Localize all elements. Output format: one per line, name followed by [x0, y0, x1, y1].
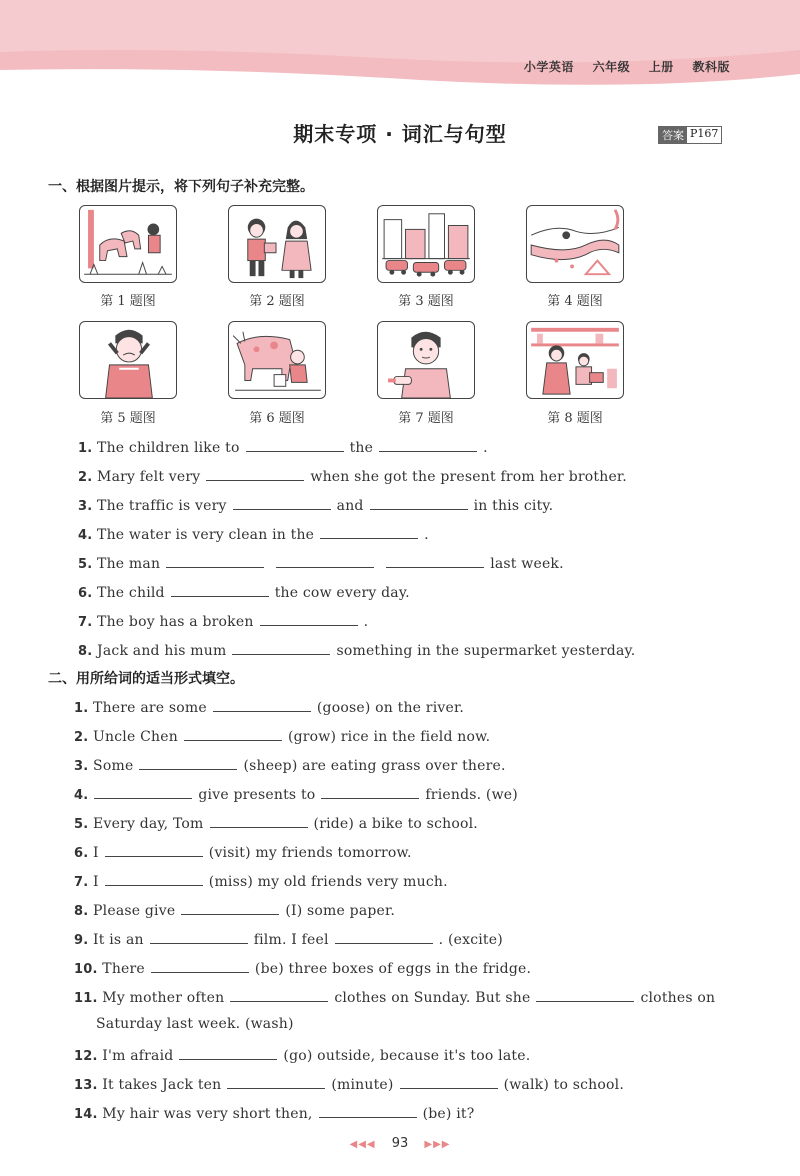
answer-blank[interactable] — [386, 553, 484, 568]
picture-8 — [526, 321, 624, 399]
picture-2 — [228, 205, 326, 283]
answer-blank[interactable] — [206, 466, 304, 481]
header-volume: 上册 — [648, 60, 674, 74]
answer-blank[interactable] — [166, 553, 264, 568]
s1-item-6: 6. The child the cow every day. — [78, 582, 410, 601]
answer-blank[interactable] — [335, 929, 433, 944]
picture-4 — [526, 205, 624, 283]
picture-label-8: 第 8 题图 — [547, 411, 603, 426]
river-landscape-icon — [527, 206, 623, 282]
answer-blank[interactable] — [94, 784, 192, 799]
man-with-headache-icon — [80, 322, 176, 398]
answer-blank[interactable] — [400, 1074, 498, 1089]
answer-blank[interactable] — [179, 1045, 277, 1060]
s2-item-8: 8. Please give (I) some paper. — [74, 900, 395, 919]
left-arrows-icon: ◀◀◀ — [349, 1139, 376, 1150]
answer-blank[interactable] — [171, 582, 269, 597]
mother-and-son-shopping-icon — [527, 322, 623, 398]
s2-item-5: 5. Every day, Tom (ride) a bike to school. — [74, 813, 478, 832]
answer-label: 答案 — [659, 127, 687, 143]
section1-title: 一、根据图片提示，将下列句子补充完整。 — [48, 179, 314, 195]
picture-3 — [377, 205, 475, 283]
s1-item-3: 3. The traffic is very and in this city. — [78, 495, 553, 514]
picture-label-6: 第 6 题图 — [249, 411, 305, 426]
answer-blank[interactable] — [184, 726, 282, 741]
header-book-info — [510, 58, 730, 75]
header-grade: 六年级 — [592, 60, 631, 74]
answer-blank[interactable] — [213, 697, 311, 712]
picture-5 — [79, 321, 177, 399]
answer-blank[interactable] — [536, 987, 634, 1002]
answer-blank[interactable] — [232, 640, 330, 655]
answer-blank[interactable] — [321, 784, 419, 799]
answer-blank[interactable] — [151, 958, 249, 973]
answer-blank[interactable] — [210, 813, 308, 828]
s2-item-4: 4. give presents to friends. (we) — [74, 784, 518, 803]
picture-7 — [377, 321, 475, 399]
answer-blank[interactable] — [370, 495, 468, 510]
s2-item-7: 7. I (miss) my old friends very much. — [74, 871, 448, 890]
page-title: 期末专项 · 词汇与句型 — [293, 122, 507, 146]
s2-item-9: 9. It is an film. I feel . (excite) — [74, 929, 503, 948]
picture-6 — [228, 321, 326, 399]
answer-blank[interactable] — [227, 1074, 325, 1089]
answer-blank[interactable] — [181, 900, 279, 915]
right-arrows-icon: ▶▶▶ — [424, 1139, 451, 1150]
picture-label-1: 第 1 题图 — [100, 294, 156, 309]
s2-item-10: 10. There (be) three boxes of eggs in the fridge. — [74, 958, 531, 977]
busy-city-traffic-icon — [378, 206, 474, 282]
answer-blank[interactable] — [230, 987, 328, 1002]
s1-item-5: 5. The man last week. — [78, 553, 564, 572]
s1-item-7: 7. The boy has a broken . — [78, 611, 368, 630]
answer-blank[interactable] — [276, 553, 374, 568]
answer-blank[interactable] — [139, 755, 237, 770]
picture-label-4: 第 4 题图 — [547, 294, 603, 309]
s1-item-8: 8. Jack and his mum something in the supermarket yesterday. — [78, 640, 635, 659]
picture-1 — [79, 205, 177, 283]
answer-blank[interactable] — [320, 524, 418, 539]
answer-blank[interactable] — [319, 1103, 417, 1118]
answer-blank[interactable] — [105, 842, 203, 857]
answer-page: P167 — [690, 127, 719, 140]
header-edition: 教科版 — [692, 60, 730, 74]
children-feeding-horses-icon — [80, 206, 176, 282]
picture-label-2: 第 2 题图 — [249, 294, 305, 309]
picture-label-5: 第 5 题图 — [100, 411, 156, 426]
page-number: 93 — [391, 1136, 409, 1151]
answer-blank[interactable] — [150, 929, 248, 944]
s2-item-14: 14. My hair was very short then, (be) it? — [74, 1103, 474, 1122]
s1-item-4: 4. The water is very clean in the . — [78, 524, 429, 543]
picture-label-7: 第 7 题图 — [398, 411, 454, 426]
s2-item-3: 3. Some (sheep) are eating grass over there. — [74, 755, 506, 774]
answer-blank[interactable] — [379, 437, 477, 452]
s2-item-12: 12. I'm afraid (go) outside, because it's too late. — [74, 1045, 530, 1064]
s2-item-2: 2. Uncle Chen (grow) rice in the field now. — [74, 726, 490, 745]
boy-with-broken-finger-icon — [378, 322, 474, 398]
boy-giving-present-icon — [229, 206, 325, 282]
child-milking-cow-icon — [229, 322, 325, 398]
s2-item-11: 11. My mother often clothes on Sunday. But she clothes on — [74, 987, 715, 1006]
s2-item-13: 13. It takes Jack ten (minute) (walk) to school. — [74, 1074, 624, 1093]
answer-blank[interactable] — [246, 437, 344, 452]
section2-title: 二、用所给词的适当形式填空。 — [48, 671, 244, 687]
answer-blank[interactable] — [233, 495, 331, 510]
header-subject: 小学英语 — [523, 60, 574, 74]
s2-item-6: 6. I (visit) my friends tomorrow. — [74, 842, 412, 861]
answer-reference[interactable] — [658, 126, 722, 144]
s2-item-1: 1. There are some (goose) on the river. — [74, 697, 464, 716]
answer-blank[interactable] — [105, 871, 203, 886]
picture-label-3: 第 3 题图 — [398, 294, 454, 309]
s1-item-1: 1. The children like to the . — [78, 437, 488, 456]
s1-item-2: 2. Mary felt very when she got the present from her brother. — [78, 466, 627, 485]
s2-item-11-cont: Saturday last week. (wash) — [96, 1016, 294, 1032]
page-footer — [0, 1136, 800, 1151]
answer-blank[interactable] — [260, 611, 358, 626]
